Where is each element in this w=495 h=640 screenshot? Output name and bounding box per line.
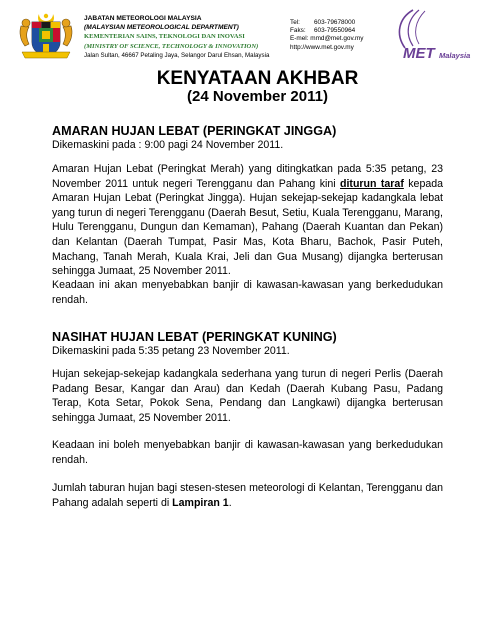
email-address: E-mel: mmd@met.gov.my (290, 35, 364, 43)
fax-label: Faks: (290, 27, 306, 35)
department-header (84, 14, 284, 60)
section-heading-warning: AMARAN HUJAN LEBAT (PERINGKAT JINGGA) (52, 124, 337, 138)
ministry-name: KEMENTERIAN SAINS, TEKNOLOGI DAN INOVASI (84, 33, 245, 41)
warning-text-part2: kepada Amaran Hujan Lebat (Peringkat Jingga). Hujan sekejap-sekejap kadangkala lebat yang turun di negeri Terengganu (Daerah Besut, Setiu, Kuala Terengganu, Marang, Hulu Terengganu, Dungun dan Kemaman), Pahang (Daerah Kuantan dan Pekan) dan Kelantan (Daerah Tumpat, Pasir Mas, Kota Bharu, Bachok, Pasir Puteh, Machang, Tanah Merah, Kuala Krai, Jeli dan Gua Musang) dijangka berterusan sehingga Jumaat, 25 November 2011. (52, 177, 444, 278)
flood-risk-paragraph-2: Keadaan ini boleh menyebabkan banjir di kawasan-kawasan yang berkedudukan rendah. (52, 439, 443, 466)
ministry-name-english: (MINISTRY OF SCIENCE, TECHNOLOGY & INNOVATION) (84, 42, 259, 50)
rainfall-paragraph (52, 481, 443, 510)
department-name: JABATAN METEOROLOGI MALAYSIA (84, 15, 202, 22)
section-updated-advisory: Dikemaskini pada 5:35 petang 23 November 2011. (52, 345, 290, 357)
advisory-paragraph: Hujan sekejap-sekejap kadangkala sederhana yang turun di negeri Perlis (Daerah Padang Besar, Kangar dan Arau) dan Kedah (Daerah Kubang Pasu, Padang Terap, Kota Setar, Pokok Sena, Pendang dan Langkawi) dijangka berterusan sehingga Jumaat, 25 November 2011. (52, 368, 443, 424)
press-release-title: KENYATAAN AKHBAR (156, 68, 359, 89)
tel-label: Tel: (290, 19, 300, 26)
downgraded-emphasis: diturun taraf (340, 177, 404, 190)
warning-text-part1: Amaran Hujan Lebat (Peringkat Merah) yang ditingkatkan pada 5:35 petang, 23 November 2011 untuk negeri Terengganu dan Pahang kini (52, 163, 443, 190)
flood-risk-paragraph-1: Keadaan ini akan menyebabkan banjir di kawasan-kawasan yang berkedudukan rendah. (52, 279, 443, 306)
section-heading-advisory: NASIHAT HUJAN LEBAT (PERINGKAT KUNING) (52, 330, 337, 344)
contact-info (290, 19, 380, 52)
department-address: Jalan Sultan, 46667 Petaling Jaya, Selangor Darul Ehsan, Malaysia (84, 51, 270, 59)
department-name-english: (MALAYSIAN METEOROLOGICAL DEPARTMENT) (84, 24, 239, 32)
warning-paragraph (52, 162, 443, 279)
met-logo-subtext: Malaysia (439, 51, 471, 60)
press-release-date: (24 November 2011) (187, 88, 328, 105)
section-updated-warning: Dikemaskini pada : 9:00 pagi 24 November 2011. (52, 139, 284, 151)
rainfall-text-end: . (228, 496, 232, 509)
rainfall-text: Jumlah taburan hujan bagi stesen-stesen meteorologi di Kelantan, Terengganu dan Pahang adalah seperti di (52, 482, 443, 509)
met-malaysia-logo (385, 8, 480, 63)
fax-value: 603-79550964 (314, 27, 356, 35)
appendix-reference: Lampiran 1 (172, 496, 229, 509)
met-logo-text: MET (403, 45, 435, 62)
tel-value: 603-79678000 (314, 19, 356, 26)
malaysia-coat-of-arms-icon (17, 10, 75, 60)
website-url: http://www.met.gov.my (290, 43, 354, 51)
